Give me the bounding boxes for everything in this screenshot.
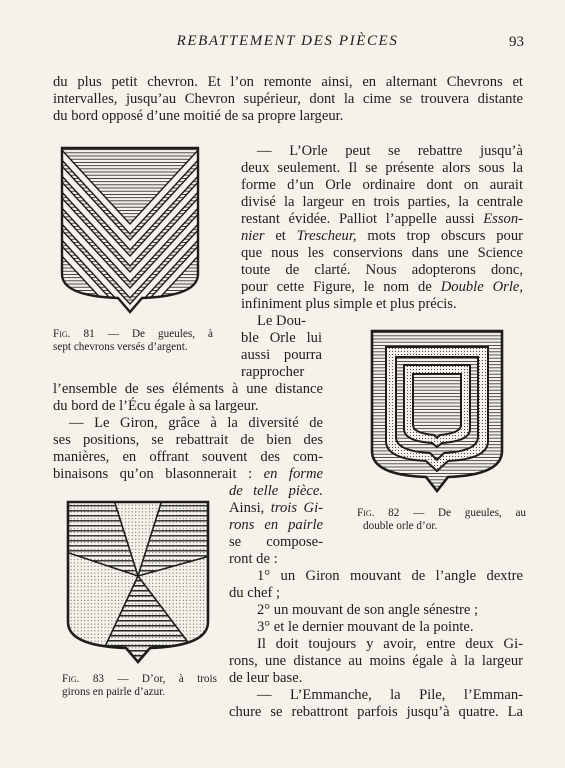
- text-line-segment: intervalles, jusqu’au Chevron supérieur, dont la cime se trouvera distante: [53, 91, 523, 107]
- text-line-segment: — Le Giron, grâce à la diversité de: [69, 415, 323, 431]
- text-line-segment: manières, en offrant souvent des com-: [53, 449, 323, 465]
- text-line-segment: l’ensemble de ses éléments à une distance: [53, 381, 323, 397]
- text-line-segment: infiniment plus simple et plus précis.: [241, 296, 457, 312]
- text-line: [53, 91, 523, 108]
- text-line-segment: rons, une distance au moins égale à la largeur: [229, 653, 523, 669]
- caption-line-segment: — De gueules, à: [94, 328, 213, 340]
- text-line-segment: se compose-: [229, 534, 323, 550]
- text-line-segment: chure se rebattront parfois jusqu’à quatre. La: [229, 704, 523, 720]
- text-line-segment: que nous les conservions dans une Science: [241, 245, 523, 261]
- text-line: [241, 160, 523, 177]
- page-number: 93: [509, 34, 524, 50]
- text-line: [241, 347, 322, 364]
- text-line-segment: ble Orle lui: [241, 330, 322, 346]
- text-line: [229, 670, 302, 687]
- text-line: [53, 108, 343, 125]
- text-line-segment: rons en pairle: [229, 517, 323, 533]
- text-line-segment: — L’Emmanche, la Pile, l’Emman-: [257, 687, 523, 703]
- text-line-segment: 2° un mouvant de son angle sénestre ;: [257, 602, 479, 618]
- text-line-segment: restant évidée. Palliot l’appelle aussi: [241, 211, 484, 227]
- text-line: [241, 262, 523, 279]
- text-line: [229, 704, 523, 721]
- text-line-segment: du bord opposé d’une moitié de sa propre largeur.: [53, 108, 344, 124]
- fig-81-shield: [60, 146, 200, 316]
- text-line: [53, 432, 323, 449]
- text-line-segment: — L’Orle peut se rebattre jusqu’à: [257, 143, 523, 159]
- text-line-segment: en forme: [263, 466, 323, 482]
- text-line-segment: Double Orle,: [440, 279, 524, 295]
- text-line: [257, 687, 523, 704]
- fig-82-shield: [370, 329, 504, 495]
- caption-line-segment: girons en pairle d’azur.: [62, 686, 166, 698]
- text-line-segment: divisé la largeur en trois parties, la centrale: [241, 194, 523, 210]
- text-line-segment: pour cette Figure, le nom de: [241, 279, 441, 295]
- text-line: [229, 653, 523, 670]
- text-line-segment: et: [264, 228, 297, 244]
- text-line: [241, 194, 523, 211]
- text-line: [229, 500, 323, 517]
- text-line-segment: de telle pièce.: [229, 483, 323, 499]
- text-line-segment: toute de clarté. Nous adopterons donc,: [241, 262, 523, 278]
- text-line: [69, 415, 323, 432]
- text-line-segment: 1° un Giron mouvant de l’angle dextre: [257, 568, 523, 584]
- caption-line-segment: sept chevrons versés d’argent.: [53, 341, 188, 353]
- text-line: [229, 483, 323, 500]
- text-line: [53, 398, 259, 415]
- text-line-segment: du chef ;: [229, 585, 281, 601]
- text-line: [241, 279, 523, 296]
- caption-line-segment: — D’or, à trois: [104, 673, 217, 685]
- text-line: [241, 228, 523, 245]
- text-line: [229, 585, 280, 602]
- text-line: [257, 636, 523, 653]
- text-line: [257, 602, 478, 619]
- text-line-segment: du bord de l’Écu égale à sa largeur.: [53, 398, 259, 414]
- text-line-segment: Le Dou-: [257, 313, 307, 329]
- text-line: [257, 619, 474, 636]
- text-line: [241, 211, 523, 228]
- text-line-segment: 3° et le dernier mouvant de la pointe.: [257, 619, 474, 635]
- fig-83-shield: [66, 500, 210, 666]
- text-line-segment: mots trop obscurs pour: [356, 228, 523, 244]
- text-line-segment: Esson-: [483, 211, 523, 227]
- text-line: [241, 245, 523, 262]
- caption-line: [62, 673, 217, 686]
- text-line: [241, 177, 523, 194]
- text-line-segment: binaisons qu’on blasonnerait :: [53, 466, 264, 482]
- text-line-segment: ses positions, se rebattrait de bien des: [53, 432, 323, 448]
- text-line: [229, 534, 323, 551]
- caption-line: [357, 507, 526, 520]
- caption-line-segment: Fig. 82: [357, 507, 400, 519]
- text-line: [53, 74, 523, 91]
- text-line-segment: nier: [241, 228, 265, 244]
- text-line: [257, 143, 523, 160]
- caption-line-segment: Fig. 81: [53, 328, 95, 340]
- text-line-segment: ront de :: [229, 551, 278, 567]
- text-line-segment: Trescheur,: [296, 228, 357, 244]
- text-line: [257, 313, 306, 330]
- caption-line: [363, 520, 437, 533]
- text-line: [257, 568, 523, 585]
- text-line: [229, 551, 278, 568]
- text-line: [229, 517, 323, 534]
- text-line-segment: Il doit toujours y avoir, entre deux Gi-: [257, 636, 523, 652]
- caption-line-segment: double orle d’or.: [363, 520, 438, 532]
- text-line-segment: rapprocher: [241, 364, 305, 380]
- text-line-segment: Ainsi,: [229, 500, 271, 516]
- caption-line: [62, 686, 165, 699]
- text-line-segment: du plus petit chevron. Et l’on remonte ainsi, en alternant Chevrons et: [53, 74, 523, 90]
- text-line-segment: trois Gi-: [270, 500, 323, 516]
- text-line-segment: de leur base.: [229, 670, 303, 686]
- text-line: [53, 466, 323, 483]
- running-head-title: REBATTEMENT DES PIÈCES: [176, 33, 399, 49]
- caption-line-segment: — De gueules, au: [399, 507, 527, 519]
- text-line: [53, 381, 323, 398]
- text-line-segment: aussi pourra: [241, 347, 322, 363]
- caption-line: [53, 341, 188, 354]
- text-line: [241, 296, 457, 313]
- text-line: [241, 330, 322, 347]
- text-line-segment: deux seulement. Il se présente alors sous la: [241, 160, 523, 176]
- text-line: [53, 449, 323, 466]
- text-line: [241, 364, 304, 381]
- caption-line-segment: Fig. 83: [62, 673, 105, 685]
- caption-line: [53, 328, 213, 341]
- text-line-segment: forme d’un Orle ordinaire dont on aurait: [241, 177, 523, 193]
